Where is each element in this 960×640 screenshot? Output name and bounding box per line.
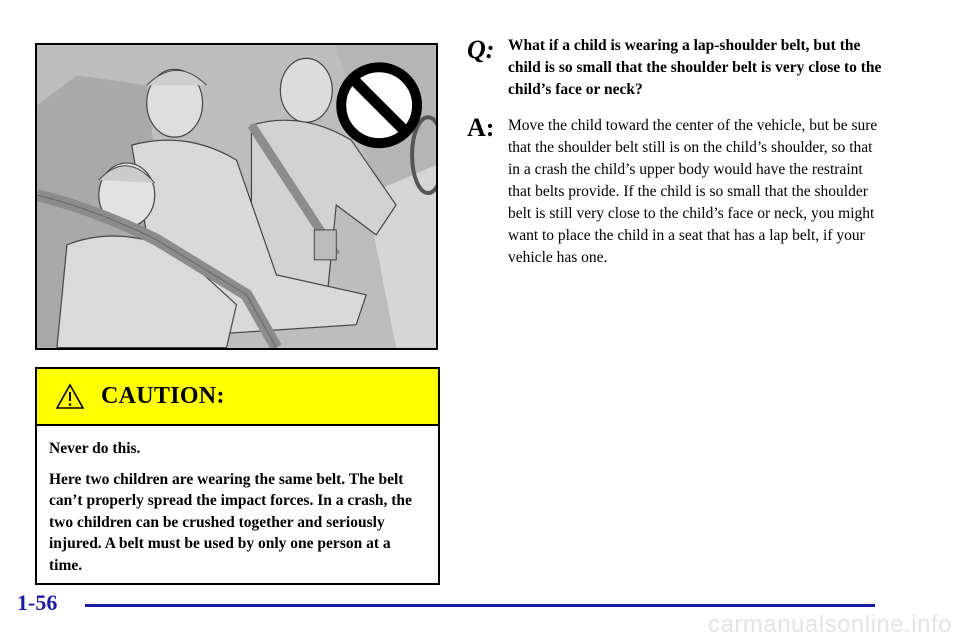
- footer-rule: [85, 604, 875, 607]
- question-block: [467, 35, 887, 101]
- caution-box: [35, 367, 440, 585]
- question-marker: Q:: [467, 35, 495, 64]
- answer-block: [467, 115, 887, 269]
- prohibition-icon: [341, 67, 417, 143]
- caution-title: CAUTION:: [101, 383, 225, 409]
- two-children-one-belt-illustration: [35, 43, 438, 350]
- page-number: 1-56: [17, 590, 58, 615]
- caution-line-1: Never do this.: [49, 440, 141, 457]
- question-text: What if a child is wearing a lap-shoulder belt, but the child is so small that the shoulder belt is very close to the child’s face or neck?: [508, 37, 882, 98]
- caution-header: [37, 369, 438, 426]
- watermark: carmanualsonline.info: [708, 611, 952, 638]
- warning-triangle-icon: [55, 383, 85, 410]
- caution-body: [37, 426, 438, 576]
- answer-marker: A:: [467, 113, 495, 142]
- illustration-drawing: [37, 45, 436, 348]
- answer-text: Move the child toward the center of the vehicle, but be sure that the shoulder belt still is on the child’s shoulder, so that in a crash the child’s upper body would have the restraint that belts provide. If the child is so small that the shoulder belt is still very close to the child’s face or neck, you might want to place the child in a seat that has a lap belt, if your vehicle has one.: [508, 117, 878, 266]
- caution-line-2: Here two children are wearing the same belt. The belt can’t properly spread the impact forces. In a crash, the two children can be crushed together and seriously injured. A belt must be used by only one person at a time.: [49, 470, 412, 574]
